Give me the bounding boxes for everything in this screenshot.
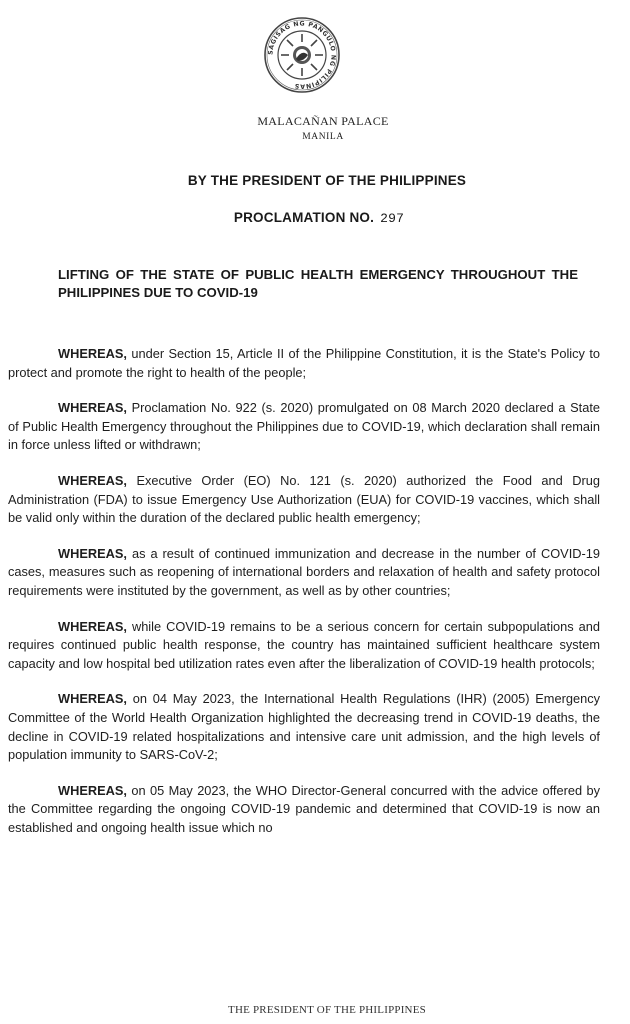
issuer-heading: BY THE PRESIDENT OF THE PHILIPPINES bbox=[187, 173, 467, 188]
proclamation-heading bbox=[0, 210, 630, 226]
presidential-seal bbox=[262, 15, 342, 95]
whereas-paragraph-4 bbox=[8, 545, 600, 601]
whereas-paragraph-6 bbox=[8, 690, 600, 764]
proclamation-title: LIFTING OF THE STATE OF PUBLIC HEALTH EMERGENCY THROUGHOUT THE PHILIPPINES DUE TO COVID-19 bbox=[58, 267, 578, 300]
whereas-paragraph-3 bbox=[8, 472, 600, 528]
whereas-paragraph-1 bbox=[8, 345, 600, 382]
whereas-lead: WHEREAS, bbox=[58, 618, 127, 634]
whereas-lead: WHEREAS, bbox=[58, 346, 127, 361]
paragraph-text: under Section 15, Article II of the Philippine Constitution, it is the State's Policy to protect and promote the right to health of the people; bbox=[8, 346, 600, 380]
paragraph-text: while COVID-19 remains to be a serious concern for certain subpopulations and requires continued public health response, the country has maintained sufficient healthcare system capacity and low hospital bed utilization rates even after the liberalization of COVID-19 health protocols; bbox=[8, 618, 600, 671]
whereas-lead: WHEREAS, bbox=[58, 400, 127, 416]
paragraph-text: on 04 May 2023, the International Health Regulations (IHR) (2005) Emergency Committee of the World Health Organization highlighted the decreasing trend in COVID-19 deaths, the decline in COVID-19 related hospitalizations and intensive care unit admission, and the high levels of population immunity to SARS-CoV-2; bbox=[8, 691, 600, 763]
paragraph-text: as a result of continued immunization and decrease in the number of COVID-19 cases, measures such as reopening of international borders and relaxation of health and safety protocol requirements were instituted by the government, as well as by other countries; bbox=[8, 545, 600, 598]
whereas-paragraph-2 bbox=[8, 399, 600, 455]
whereas-paragraph-5 bbox=[8, 618, 600, 674]
palace-city: MANILA bbox=[302, 132, 344, 142]
paragraph-text: on 05 May 2023, the WHO Director-General concurred with the advice offered by the Committee regarding the ongoing COVID-19 pandemic and determined that COVID-19 is now an established and ongoing health issue which no bbox=[8, 782, 600, 835]
paragraph-text: Proclamation No. 922 (s. 2020) promulgated on 08 March 2020 declared a State of Public Health Emergency throughout the Philippines due to COVID-19, which declaration shall remain in force unless lifted or withdrawn; bbox=[8, 400, 600, 453]
whereas-lead: WHEREAS, bbox=[58, 782, 127, 798]
whereas-lead: WHEREAS, bbox=[58, 472, 127, 488]
proclamation-number: 297 bbox=[380, 211, 405, 226]
seal-ring-text: SAGISAG NG PANGULO NG PILIPINAS bbox=[267, 20, 337, 90]
whereas-paragraph-7 bbox=[8, 782, 600, 838]
paragraph-text: Executive Order (EO) No. 121 (s. 2020) authorized the Food and Drug Administration (FDA) to issue Emergency Use Authorization (EUA) for COVID-19 vaccines, which shall be valid only within the duration of the declared public health emergency; bbox=[8, 472, 600, 526]
whereas-lead: WHEREAS, bbox=[58, 691, 127, 707]
document-body bbox=[8, 345, 600, 854]
palace-name: MALACAÑAN PALACE bbox=[257, 114, 389, 128]
whereas-lead: WHEREAS, bbox=[58, 545, 127, 561]
proclamation-label: PROCLAMATION NO. bbox=[233, 210, 375, 225]
presidential-seal-icon bbox=[262, 15, 342, 95]
page-footer: THE PRESIDENT OF THE PHILIPPINES bbox=[228, 1004, 426, 1016]
